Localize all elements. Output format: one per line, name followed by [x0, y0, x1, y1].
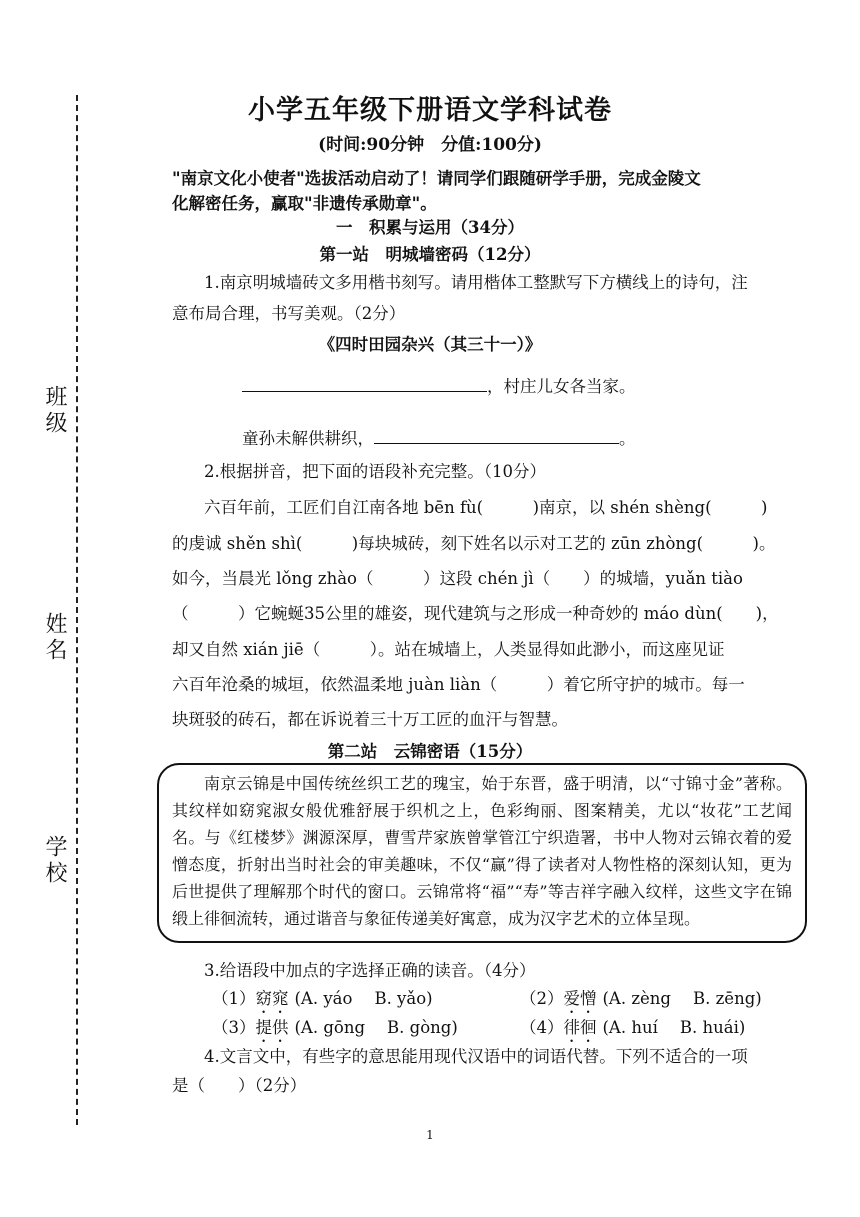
question-3-title: 3.给语段中加点的字选择正确的读音。（4分） [204, 961, 536, 980]
question-2-line: 六百年前，工匠们自江南各地 bēn fù( )南京，以 shén shèng( ) [204, 498, 768, 517]
q3-option-4: （4）徘徊 (A. huí B. huái) [520, 1018, 746, 1037]
intro-line-1: "南京文化小使者"选拔活动启动了！请同学们跟随研学手册，完成金陵文 [172, 169, 701, 188]
q3-word: 提供 [255, 1018, 289, 1037]
section-1-title: 一 积累与运用（34分） [336, 218, 524, 237]
passage-text: 南京云锦是中国传统丝织工艺的瑰宝，始于东晋，盛于明清，以“寸锦寸金”著称。其纹样如窈窕淑女般优雅舒展于织机之上，色彩绚丽、图案精美，尤以“妆花”工艺闻名。与《红楼梦》渊源深厚，曹雪芹家族曾掌管江宁织造署，书中人物对云锦衣着的爱憎态度，折射出当时社会的审美趣味，不仅“赢”得了读者对人物性格的深刻认知，更为后世提供了理解那个时代的窗口。云锦常将“福”“寿”等吉祥字融入纹样，这些文字在锦缎上徘徊流转，通过谐音与象征传递美好寓意，成为汉字艺术的立体呈现。 [172, 774, 792, 928]
question-2-line: 六百年沧桑的城垣，依然温柔地 juàn liàn（ ）着它所守护的城市。每一 [172, 675, 745, 694]
poem-line-2 [242, 425, 636, 449]
poem-blank-2[interactable] [374, 425, 619, 444]
page-title: 小学五年级下册语文学科试卷 [248, 95, 612, 126]
poem-line-1 [242, 373, 636, 397]
name-label: 姓名 [42, 612, 67, 664]
question-4-line-1: 4.文言文中，有些字的意思能用现代汉语中的词语代替。下列不适合的一项 [204, 1047, 748, 1066]
page-number: 1 [426, 1128, 434, 1142]
question-2-line: 块斑驳的砖石，都在诉说着三十万工匠的血汗与智慧。 [172, 710, 568, 729]
question-4-line-2: 是（ ）（2分） [172, 1076, 307, 1095]
q3-word: 窈窕 [255, 989, 289, 1008]
question-2-line: 却又自然 xián jiē（ ）。站在城墙上，人类显得如此渺小，而这座见证 [172, 640, 725, 659]
class-label: 班级 [42, 385, 67, 437]
poem-line-2-text: 童孙未解供耕织， [242, 429, 374, 448]
intro-line-2: 化解密任务，赢取"非遗传承勋章"。 [172, 194, 437, 213]
question-1-line-2: 意布局合理，书写美观。（2分） [172, 304, 406, 323]
q3-option-2: （2）爱憎 (A. zèng B. zēng) [520, 989, 762, 1008]
poem-blank-1[interactable] [242, 373, 487, 392]
q3-word: 爱憎 [563, 989, 597, 1008]
exam-info: (时间:90分钟 分值:100分) [318, 135, 542, 155]
question-2-line: 的虔诚 shěn shì( )每块城砖，刻下姓名以示对工艺的 zūn zhòng( )。 [172, 534, 776, 553]
q3-word: 徘徊 [563, 1018, 597, 1037]
poem-line-1-text: ，村庄儿女各当家。 [487, 377, 636, 396]
poem-title: 《四时田园杂兴（其三十一）》 [318, 335, 542, 354]
question-2-title: 2.根据拼音，把下面的语段补充完整。（10分） [204, 462, 546, 481]
question-2-line: （ ）它蜿蜒35公里的雄姿，现代建筑与之形成一种奇妙的 máo dùn( )， [172, 604, 779, 623]
q3-option-1: （1）窈窕 (A. yáo B. yǎo) [212, 989, 433, 1008]
station-2-title: 第二站 云锦密语（15分） [327, 742, 533, 761]
poem-line-2-end: 。 [619, 429, 636, 448]
question-1-line-1: 1.南京明城墙砖文多用楷书刻写。请用楷体工整默写下方横线上的诗句，注 [204, 273, 748, 292]
question-2-line: 如今，当晨光 lǒng zhào（ ）这段 chén jì（ ）的城墙，yuǎn tiào [172, 569, 743, 588]
q3-option-3: （3）提供 (A. gōng B. gòng) [212, 1018, 458, 1037]
station-1-title: 第一站 明城墙密码（12分） [319, 245, 541, 264]
school-label: 学校 [42, 835, 67, 887]
